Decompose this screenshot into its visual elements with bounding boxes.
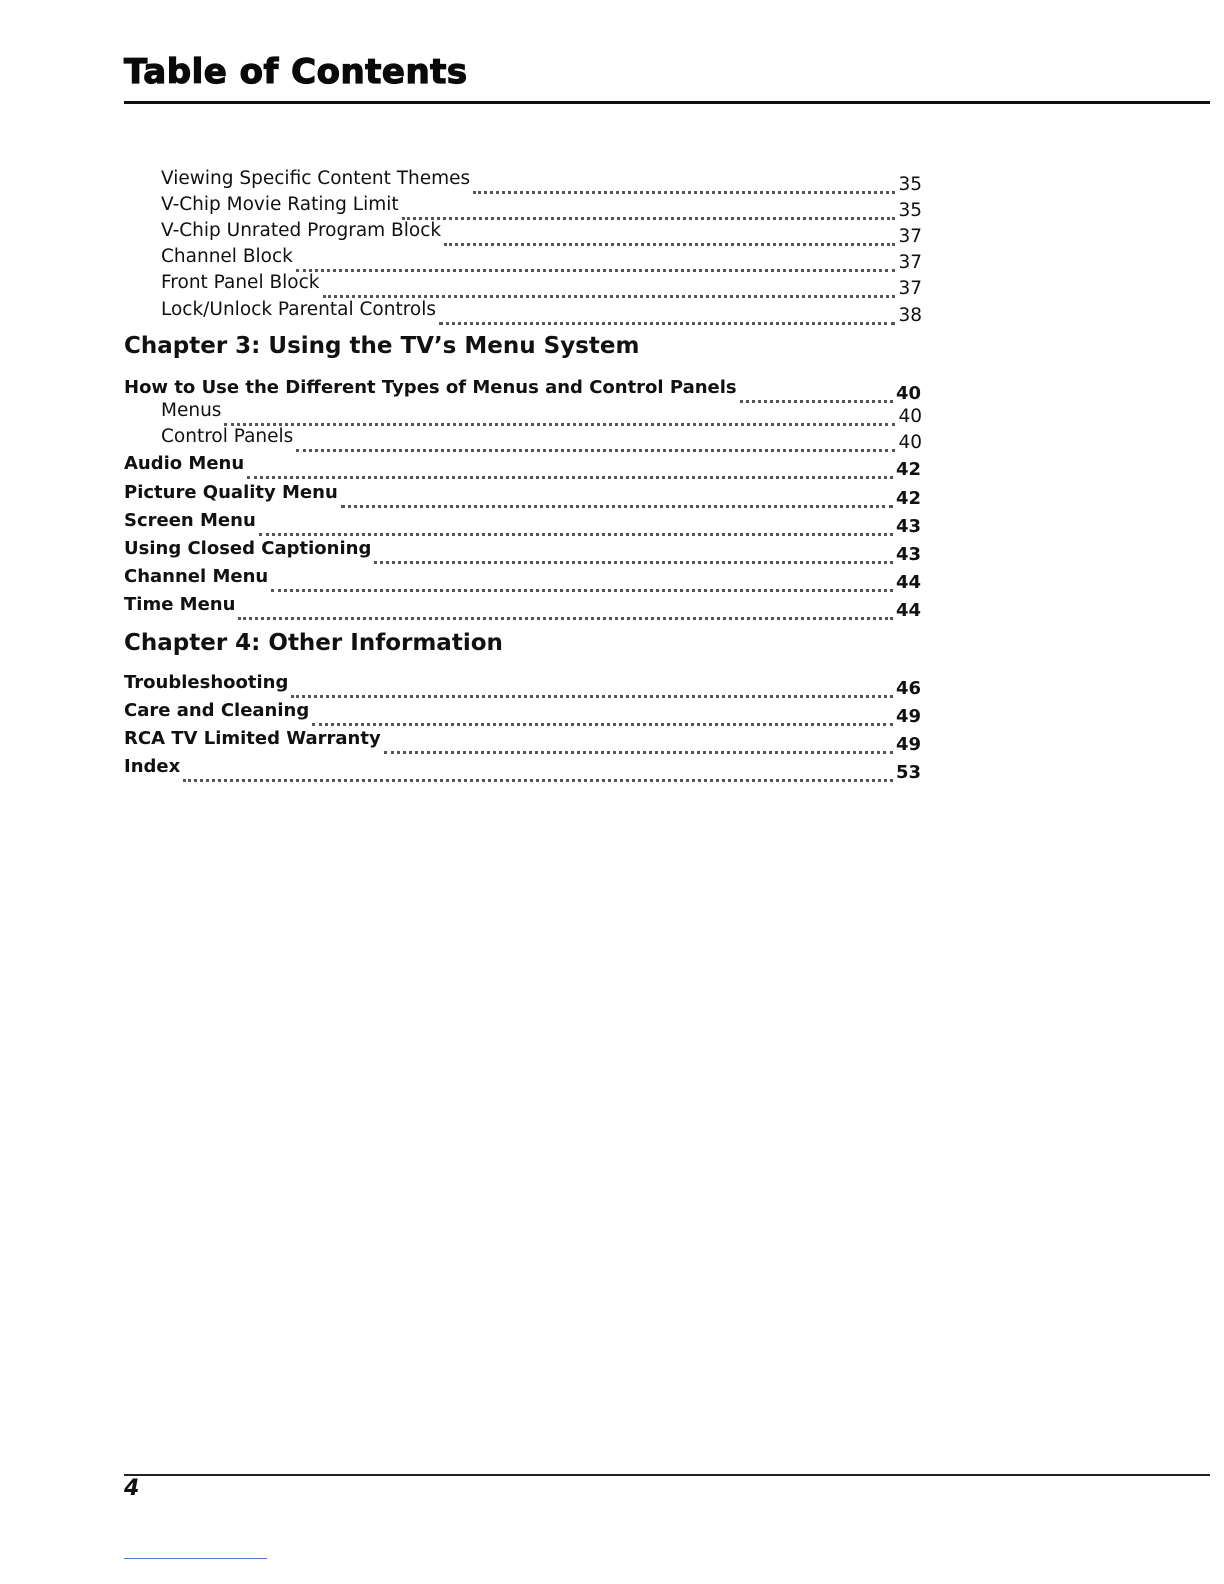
toc-entry-page: 38 bbox=[898, 305, 922, 326]
toc-entry-time-menu[interactable] bbox=[124, 593, 921, 621]
toc-entry-label: V-Chip Unrated Program Block bbox=[161, 220, 442, 241]
title-rule bbox=[124, 101, 1210, 104]
toc-entry-page: 40 bbox=[895, 383, 921, 404]
toc-entry-label: Viewing Specific Content Themes bbox=[161, 168, 471, 189]
dot-leader bbox=[341, 490, 893, 508]
toc-entry-label: Control Panels bbox=[161, 426, 294, 447]
toc-entry-channel-menu[interactable] bbox=[124, 565, 921, 593]
toc-entry-page: 40 bbox=[898, 432, 922, 453]
scan-edge-mark bbox=[124, 1558, 267, 1559]
chapter-4-heading: Chapter 4: Other Information bbox=[124, 630, 503, 656]
toc-entry-rca-tv-limited-warranty[interactable] bbox=[124, 727, 921, 755]
dot-leader bbox=[374, 546, 893, 564]
toc-entry-label: V-Chip Movie Rating Limit bbox=[161, 194, 399, 215]
dot-leader bbox=[183, 764, 893, 782]
dot-leader bbox=[323, 280, 896, 298]
toc-entry-how-to-use-menus-and-control-panels[interactable] bbox=[124, 376, 921, 404]
toc-entry-page: 40 bbox=[898, 406, 922, 427]
toc-entry-label: How to Use the Different Types of Menus and Control Panels bbox=[124, 377, 737, 398]
toc-entry-control-panels[interactable] bbox=[161, 425, 922, 453]
toc-entry-screen-menu[interactable] bbox=[124, 509, 921, 537]
toc-entry-page: 42 bbox=[895, 459, 921, 480]
page-number: 4 bbox=[124, 1476, 140, 1501]
toc-entry-label: Index bbox=[124, 756, 181, 777]
toc-entry-using-closed-captioning[interactable] bbox=[124, 537, 921, 565]
toc-entry-page: 37 bbox=[898, 252, 922, 273]
page-title: Table of Contents bbox=[124, 52, 468, 92]
toc-entry-label: Menus bbox=[161, 400, 222, 421]
toc-entry-page: 43 bbox=[895, 516, 921, 537]
toc-entry-label: Care and Cleaning bbox=[124, 700, 310, 721]
toc-entry-v-chip-unrated-program-block[interactable] bbox=[161, 219, 922, 247]
toc-entry-label: Using Closed Captioning bbox=[124, 538, 372, 559]
toc-entry-index[interactable] bbox=[124, 755, 921, 783]
toc-entry-page: 42 bbox=[895, 488, 921, 509]
dot-leader bbox=[444, 228, 895, 246]
toc-entry-label: Screen Menu bbox=[124, 510, 256, 531]
toc-entry-picture-quality-menu[interactable] bbox=[124, 481, 921, 509]
dot-leader bbox=[312, 708, 893, 726]
dot-leader bbox=[271, 574, 893, 592]
toc-entry-label: Channel Block bbox=[161, 246, 293, 267]
dot-leader bbox=[259, 518, 893, 536]
dot-leader bbox=[224, 408, 895, 426]
toc-entry-page: 35 bbox=[898, 174, 922, 195]
toc-entry-care-and-cleaning[interactable] bbox=[124, 699, 921, 727]
toc-entry-label: Lock/Unlock Parental Controls bbox=[161, 299, 436, 320]
chapter-3-heading: Chapter 3: Using the TV’s Menu System bbox=[124, 333, 640, 359]
dot-leader bbox=[296, 254, 896, 272]
toc-entry-v-chip-movie-rating-limit[interactable] bbox=[161, 193, 922, 221]
dot-leader bbox=[402, 202, 896, 220]
toc-entry-menus[interactable] bbox=[161, 399, 922, 427]
dot-leader bbox=[473, 176, 895, 194]
dot-leader bbox=[291, 680, 893, 698]
toc-entry-page: 44 bbox=[895, 600, 921, 621]
toc-entry-page: 49 bbox=[895, 706, 921, 727]
dot-leader bbox=[247, 461, 893, 479]
toc-entry-lock-unlock-parental-controls[interactable] bbox=[161, 298, 922, 326]
toc-entry-label: Front Panel Block bbox=[161, 272, 320, 293]
toc-entry-page: 49 bbox=[895, 734, 921, 755]
toc-entry-page: 37 bbox=[898, 278, 922, 299]
toc-entry-label: Audio Menu bbox=[124, 453, 245, 474]
toc-entry-page: 37 bbox=[898, 226, 922, 247]
toc-entry-page: 43 bbox=[895, 544, 921, 565]
toc-entry-page: 35 bbox=[898, 200, 922, 221]
toc-entry-label: Picture Quality Menu bbox=[124, 482, 338, 503]
toc-entry-label: Time Menu bbox=[124, 594, 236, 615]
footer-rule bbox=[124, 1474, 1210, 1476]
dot-leader bbox=[384, 736, 893, 754]
toc-entry-page: 53 bbox=[895, 762, 921, 783]
toc-entry-front-panel-block[interactable] bbox=[161, 271, 922, 299]
dot-leader bbox=[238, 602, 893, 620]
dot-leader bbox=[296, 434, 895, 452]
toc-entry-page: 44 bbox=[895, 572, 921, 593]
toc-entry-label: Channel Menu bbox=[124, 566, 269, 587]
toc-entry-label: Troubleshooting bbox=[124, 672, 289, 693]
toc-entry-troubleshooting[interactable] bbox=[124, 671, 921, 699]
dot-leader bbox=[439, 307, 895, 325]
toc-entry-page: 46 bbox=[895, 678, 921, 699]
toc-entry-label: RCA TV Limited Warranty bbox=[124, 728, 381, 749]
toc-entry-channel-block[interactable] bbox=[161, 245, 922, 273]
toc-entry-audio-menu[interactable] bbox=[124, 452, 921, 480]
toc-entry-viewing-specific-content-themes[interactable] bbox=[161, 167, 922, 195]
